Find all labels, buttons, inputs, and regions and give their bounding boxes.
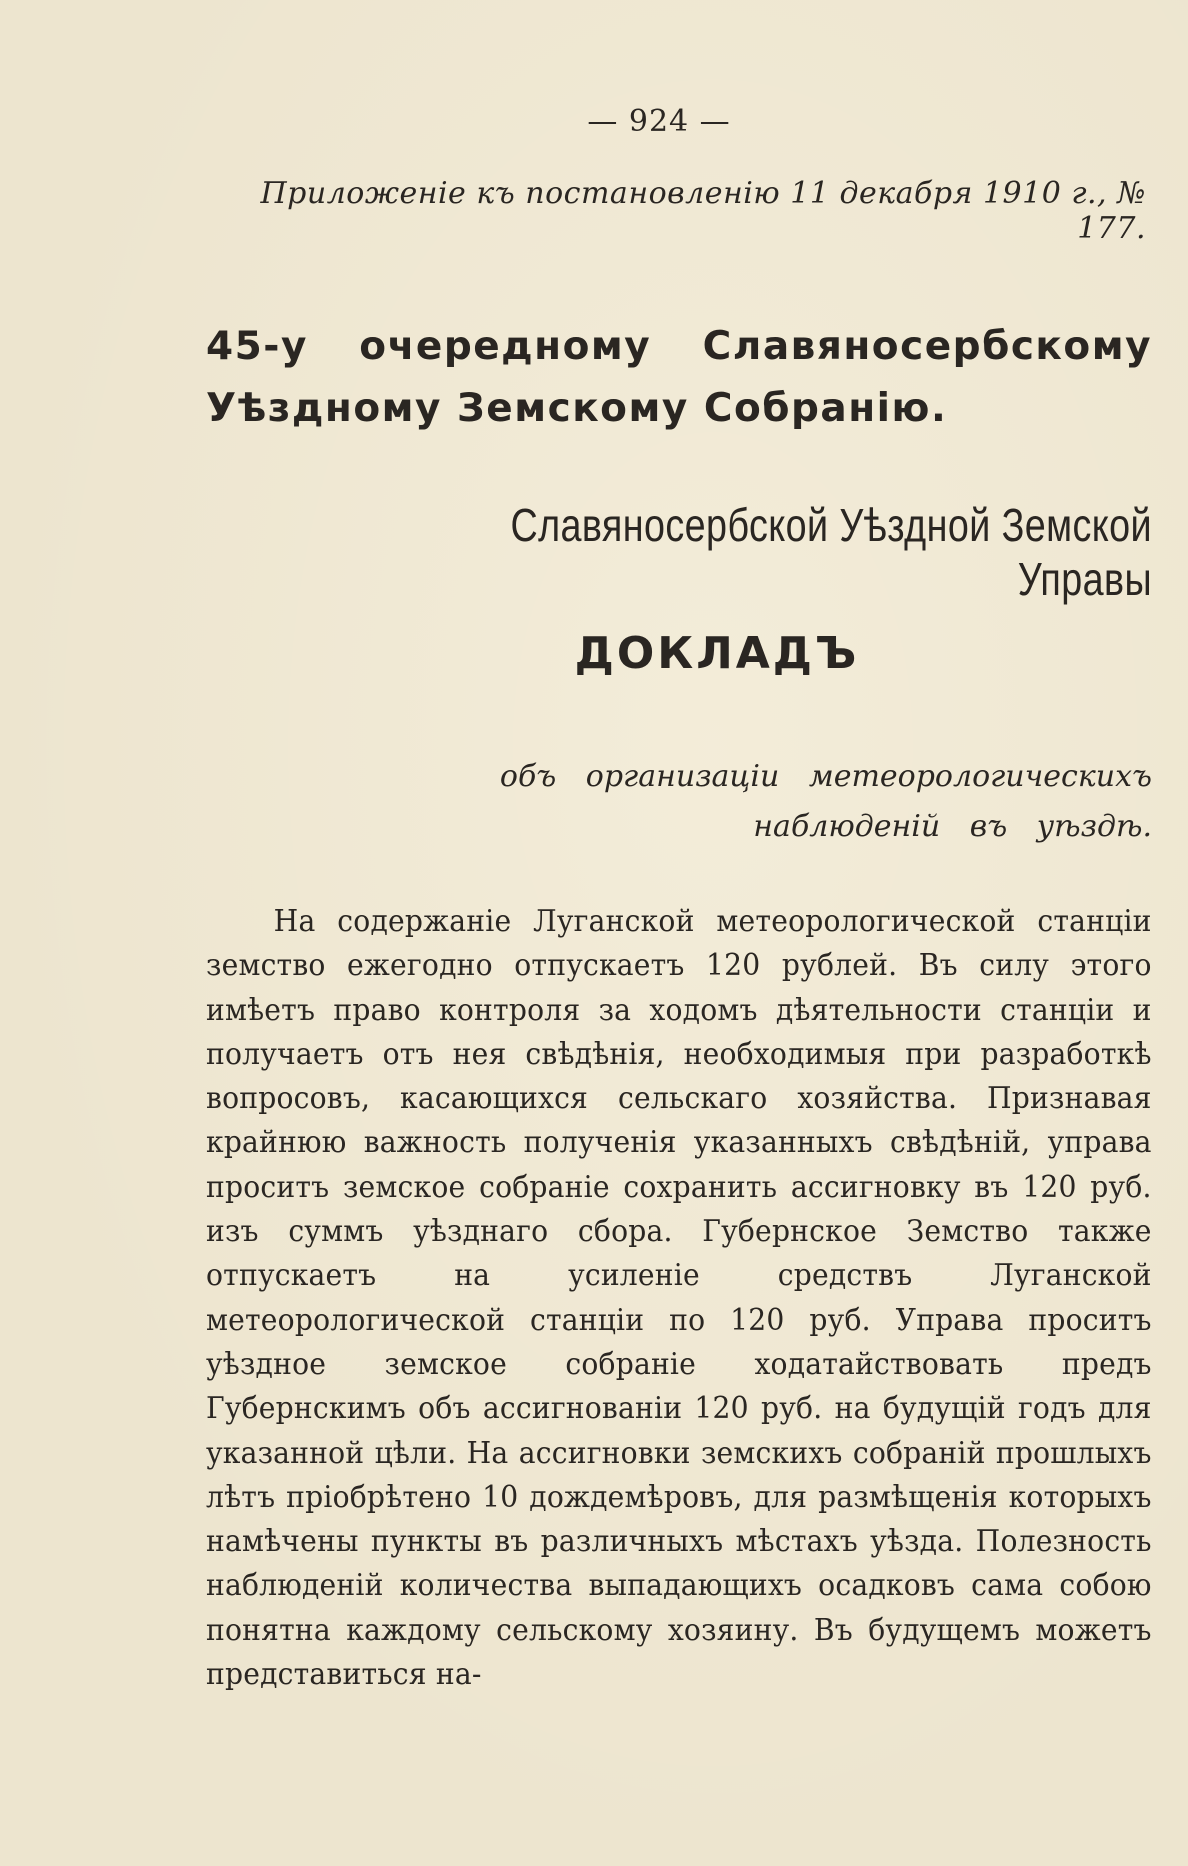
page-number: — 924 — xyxy=(587,104,731,139)
subject-line-1: объ организаціи метеорологическихъ xyxy=(499,759,1152,794)
body-paragraph: На содержаніе Луганской метеорологической станціи земство ежегодно отпускаетъ 120 рублей. Въ силу этого имѣетъ право контроля за ходомъ дѣятельности станціи и получаетъ отъ нея свѣдѣнія, необходимыя при разработкѣ вопросовъ, касающихся сельскаго хозяйства. Признавая крайнюю важность полученія указанныхъ свѣдѣній, управа проситъ земское собраніе сохранить ассигновку въ 120 руб. изъ суммъ уѣзднаго сбора. Губернское Земство также отпускаетъ на усиленіе средствъ Луганской метеорологической станціи по 120 руб. Управа проситъ уѣздное земское собраніе ходатайствовать предъ Губернскимъ объ ассигнованіи 120 руб. на будущій годъ для указанной цѣли. На ассигновки земскихъ собраній прошлыхъ лѣтъ пріобрѣтено 10 дождемѣровъ, для размѣщенія которыхъ намѣчены пункты въ различныхъ мѣстахъ уѣзда. Полезность наблюденій количества выпадающихъ осадковъ сама собою понятна каждому сельскому хозяину. Въ будущемъ можетъ представиться на- xyxy=(206,904,1152,1693)
document-title: ДОКЛАДЪ xyxy=(574,628,860,679)
document-subject xyxy=(206,752,1152,852)
issuer-heading: Славяносербской Уѣздной Земской Управы xyxy=(510,499,1152,605)
appendix-note: Приложеніе къ постановленію 11 декабря 1910 г., № 177. xyxy=(260,176,1146,246)
addressee-heading: 45-у очередному Славяносербскому Уѣздному Земскому Собранію. xyxy=(206,324,1152,431)
subject-line-2: наблюденій въ уѣздѣ. xyxy=(753,809,1152,844)
